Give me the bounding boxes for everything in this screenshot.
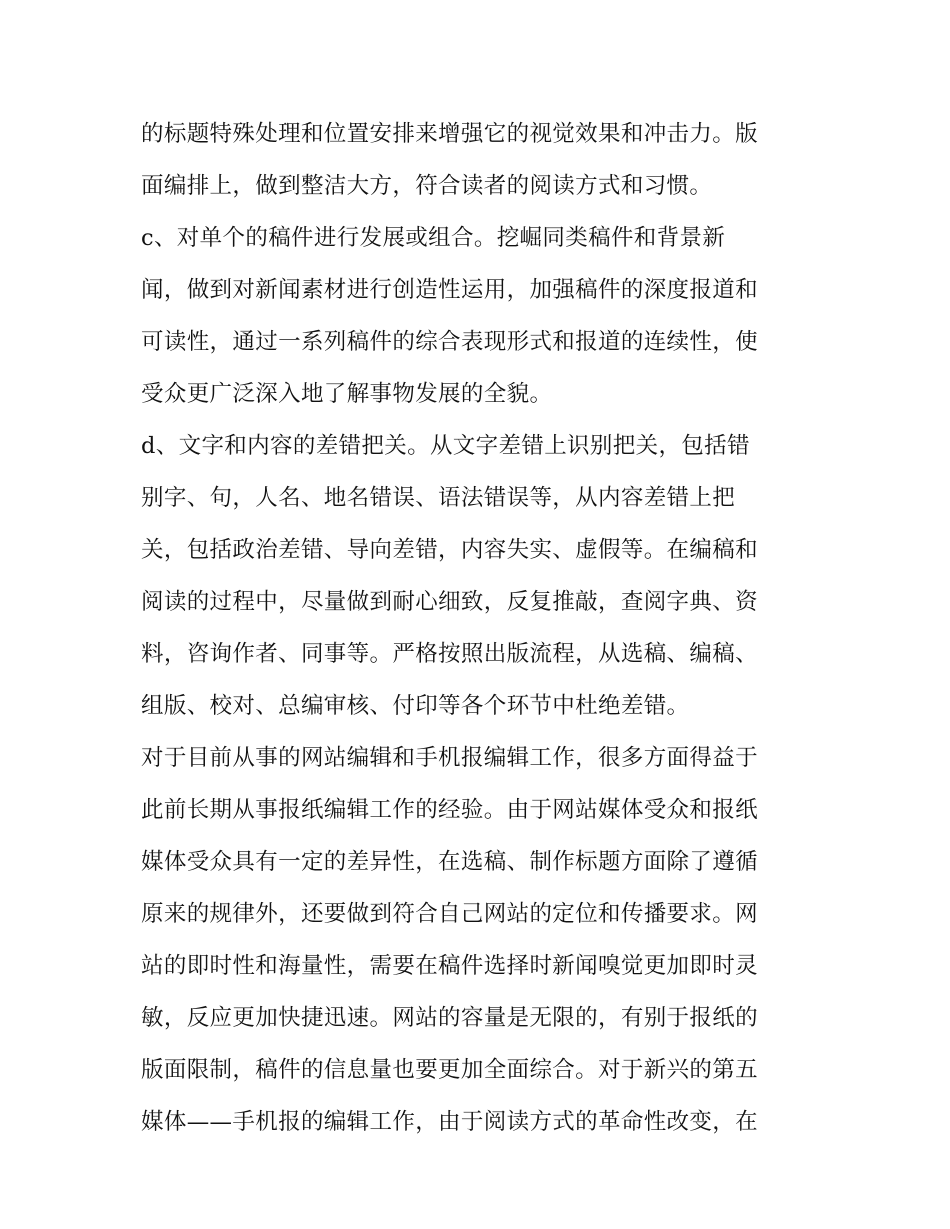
body-text [141,108,813,1148]
text-line: 料，咨询作者、同事等。严格按照出版流程，从选稿、编稿、 [141,641,758,667]
text-line: c、对单个的稿件进行发展或组合。挖崛同类稿件和背景新 [141,225,726,251]
text-line: 对于目前从事的网站编辑和手机报编辑工作，很多方面得益于 [141,745,758,771]
text-line: d、文字和内容的差错把关。从文字差错上识别把关，包括错 [141,433,750,459]
text-line: 版面限制，稿件的信息量也要更加全面综合。对于新兴的第五 [141,1057,758,1083]
text-line: 可读性，通过一系列稿件的综合表现形式和报道的连续性，使 [141,329,758,355]
text-line: 阅读的过程中，尽量做到耐心细致，反复推敲，查阅字典、资 [141,589,758,615]
text-line: 面编排上，做到整洁大方，符合读者的阅读方式和习惯。 [141,173,713,199]
text-line: 媒体受众具有一定的差异性，在选稿、制作标题方面除了遵循 [141,849,758,875]
text-line: 站的即时性和海量性，需要在稿件选择时新闻嗅觉更加即时灵 [141,953,758,979]
text-line: 受众更广泛深入地了解事物发展的全貌。 [141,381,553,407]
text-line: 别字、句，人名、地名错误、语法错误等，从内容差错上把 [141,485,736,511]
text-line: 此前长期从事报纸编辑工作的经验。由于网站媒体受众和报纸 [141,797,758,823]
text-line: 组版、校对、总编审核、付印等各个环节中杜绝差错。 [141,693,690,719]
text-line: 的标题特殊处理和位置安排来增强它的视觉效果和冲击力。版 [141,121,758,147]
text-line: 原来的规律外，还要做到符合自己网站的定位和传播要求。网 [141,901,758,927]
text-line: 关，包括政治差错、导向差错，内容失实、虚假等。在编稿和 [141,537,758,563]
text-line: 媒体——手机报的编辑工作，由于阅读方式的革命性改变，在 [141,1109,758,1135]
text-line: 闻，做到对新闻素材进行创造性运用，加强稿件的深度报道和 [141,277,758,303]
text-line: 敏，反应更加快捷迅速。网站的容量是无限的，有别于报纸的 [141,1005,758,1031]
